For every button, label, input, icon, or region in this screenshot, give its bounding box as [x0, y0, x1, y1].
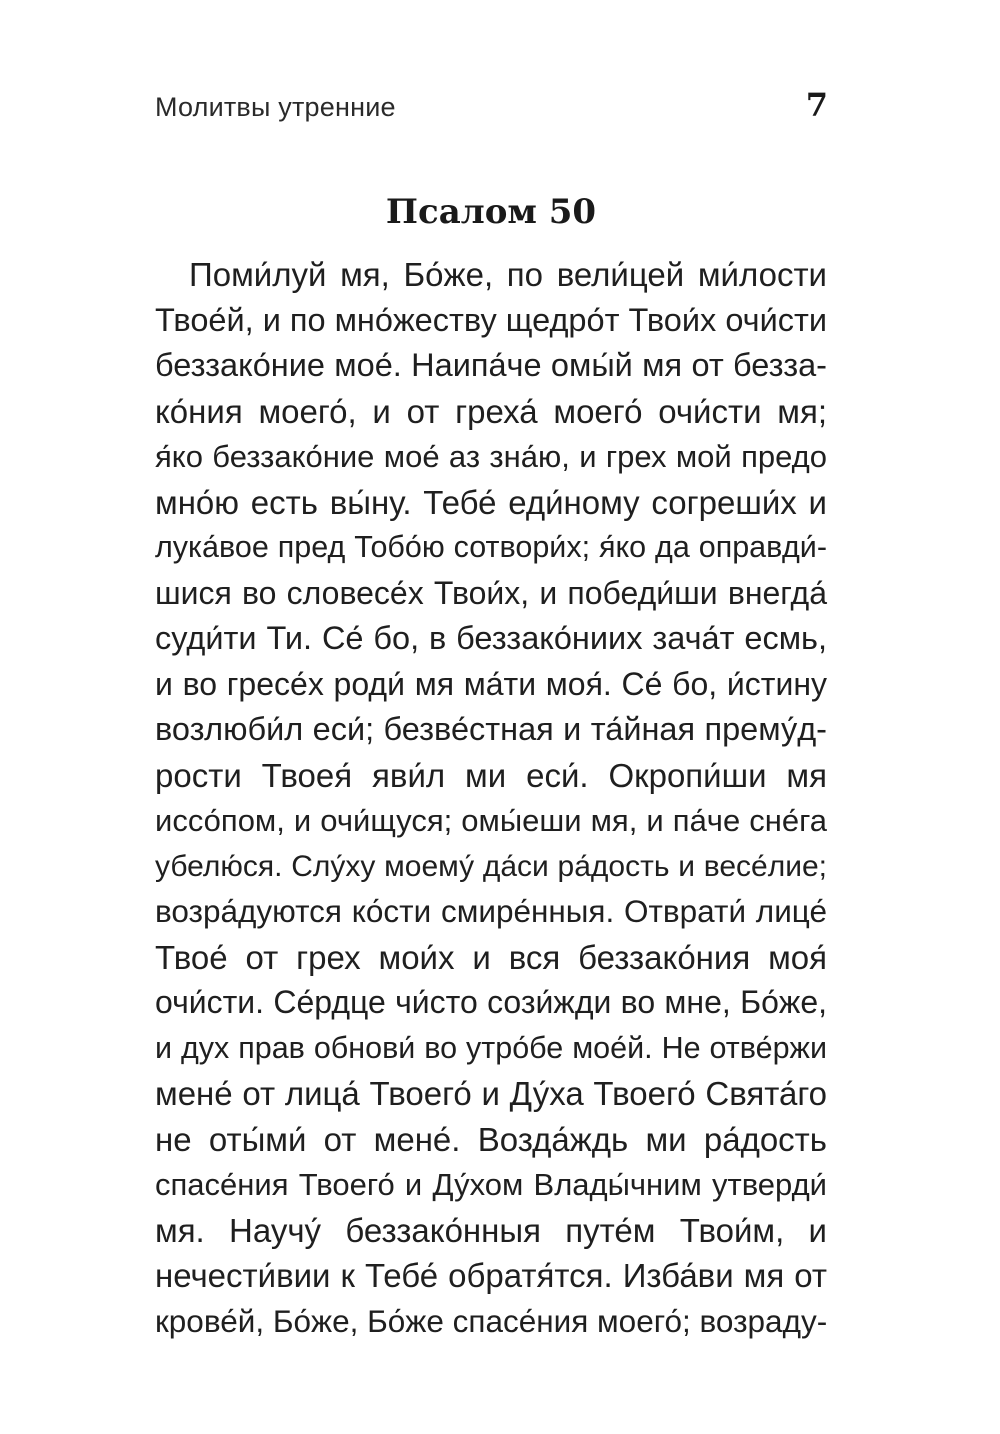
- page-number: 7: [805, 86, 828, 124]
- text-line: мно́ю есть вы́ну. Тебе́ еди́ному согреши́х и: [155, 483, 827, 521]
- text-line: ко́ния моего́, и от греха́ моего́ очи́сти мя;: [155, 392, 827, 430]
- psalm-text: [155, 252, 827, 1344]
- running-head-title: Молитвы утренние: [155, 92, 396, 122]
- text-line: очи́сти. Се́рдце чи́сто сози́жди во мне, Бо́же,: [155, 984, 827, 1020]
- text-line: беззако́ние мое́. Наипа́че омы́й мя от безза-: [155, 347, 827, 383]
- text-line: рости Твоея́ яви́л ми еси́. Окропи́ши мя: [155, 756, 827, 794]
- text-line: мене́ от лица́ Твоего́ и Ду́ха Твоего́ Свята́го: [155, 1075, 827, 1112]
- text-line: лука́вое пред Тобо́ю сотвори́х; я́ко да оправди́-: [155, 530, 827, 564]
- text-line: я́ко беззако́ние мое́ аз зна́ю, и грех мой предо: [155, 439, 827, 474]
- text-line: шися во словесе́х Твои́х, и победи́ши внегда́: [155, 574, 827, 611]
- text-line: Твое́й, и по мно́жеству щедро́т Твои́х очи́сти: [155, 301, 828, 338]
- text-line: Твое́ от грех мои́х и вся беззако́ния моя́: [155, 938, 827, 976]
- text-line: убелю́ся. Слу́ху моему́ да́си ра́дость и весе́лие;: [155, 849, 827, 883]
- text-line: не оты́ми́ от мене́. Возда́ждь ми ра́дость: [155, 1120, 827, 1158]
- text-line: и дух прав обнови́ во утро́бе мое́й. Не отве́ржи: [155, 1030, 827, 1065]
- text-line: и во гресе́х роди́ мя ма́ти моя́. Се́ бо, и́стину: [155, 665, 827, 702]
- text-line: мя. Научу́ беззако́нныя путе́м Твои́м, и: [155, 1211, 827, 1249]
- psalm-heading: Псалом 50: [385, 192, 597, 232]
- text-line: крове́й, Бо́же, Бо́же спасе́ния моего́; возраду-: [155, 1302, 828, 1339]
- text-line: суди́ти Ти. Се́ бо, в беззако́ниих зача́т есмь,: [155, 620, 827, 656]
- text-line: Поми́луй мя, Бо́же, по вели́цей ми́лости: [189, 256, 827, 293]
- text-line: нечести́вии к Тебе́ обратя́тся. Изба́ви мя от: [155, 1257, 827, 1294]
- text-line: иссо́пом, и очи́щуся; омы́еши мя, и па́че сне́га: [155, 803, 827, 838]
- text-line: спасе́ния Твоего́ и Ду́хом Влады́чним утверди́: [155, 1167, 827, 1202]
- text-line: возра́дуются ко́сти смире́нныя. Отврати́ лице́: [155, 893, 827, 929]
- text-line: возлюби́л еси́; безве́стная и та́йная прему́д-: [155, 711, 827, 747]
